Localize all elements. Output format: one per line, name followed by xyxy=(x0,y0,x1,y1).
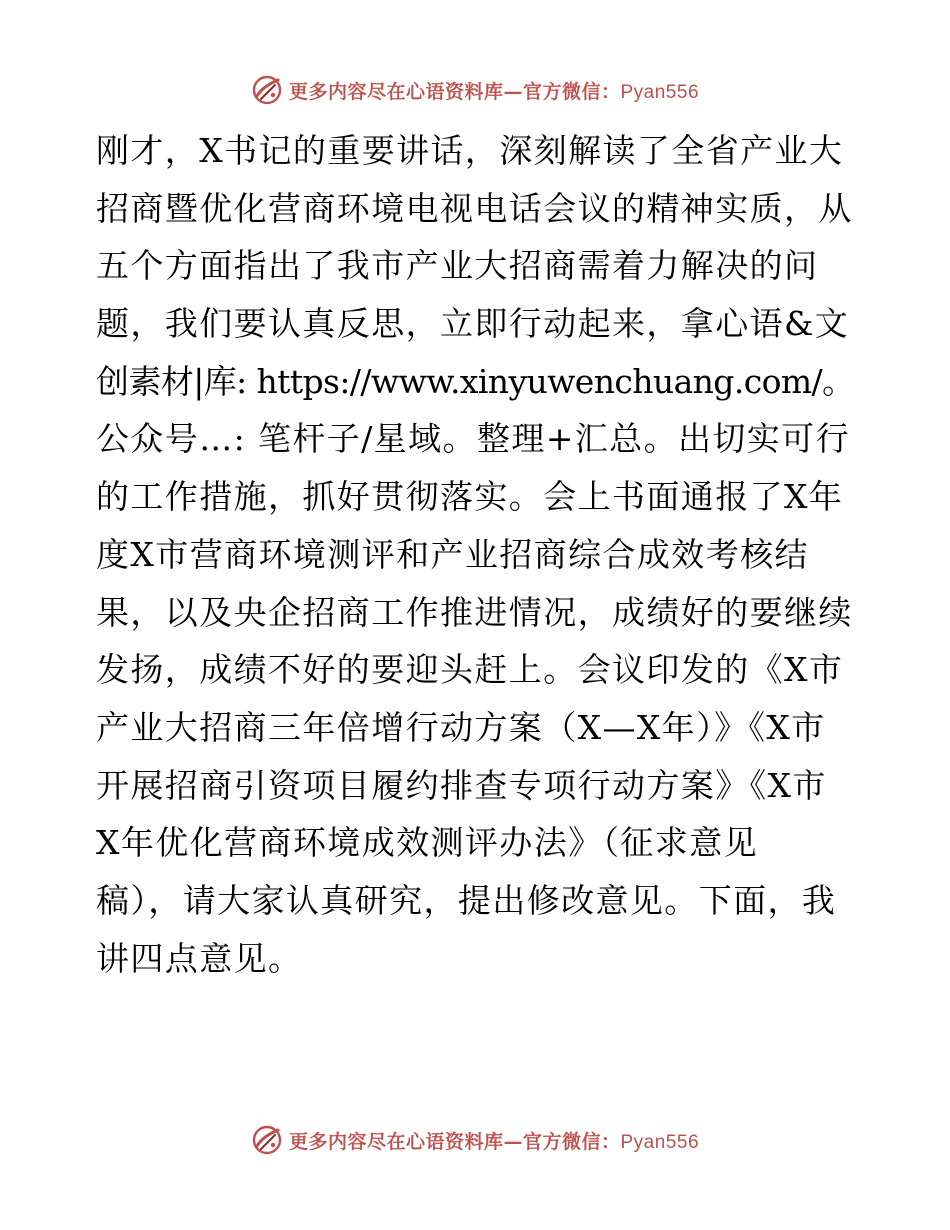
footer-banner-text xyxy=(289,1127,699,1154)
brush-seal-logo-icon xyxy=(251,74,283,106)
header-banner xyxy=(0,72,950,108)
body-line: 发扬，成绩不好的要迎头赶上。会议印发的《X市 xyxy=(96,650,844,690)
document-body xyxy=(96,122,856,987)
body-line: 讲四点意见。 xyxy=(96,938,303,978)
footer-banner xyxy=(0,1122,950,1158)
body-line: 题，我们要认真反思，立即行动起来，拿心语&文 xyxy=(96,304,850,344)
body-line: 果，以及央企招商工作推进情况，成绩好的要继续 xyxy=(96,592,853,632)
body-line: 的工作措施，抓好贯彻落实。会上书面通报了X年 xyxy=(96,477,844,517)
header-brand-text: 更多内容尽在心语资料库—官方微信： xyxy=(288,80,621,103)
body-line: 稿），请大家认真研究，提出修改意见。下面，我 xyxy=(96,880,837,920)
footer-brand-text: 更多内容尽在心语资料库—官方微信： xyxy=(288,1130,621,1153)
body-line: 创素材|库: https://www.xinyuwenchuang.com/。 xyxy=(96,361,855,401)
body-line: 招商暨优化营商环境电视电话会议的精神实质，从 xyxy=(96,188,853,228)
body-line: 度X市营商环境测评和产业招商综合成效考核结 xyxy=(96,534,809,574)
body-line: 公众号…: 笔杆子/星域。整理+汇总。出切实可行 xyxy=(96,419,850,459)
body-line: 产业大招商三年倍增行动方案（X—X年）》《X市 xyxy=(96,707,826,747)
body-line: 五个方面指出了我市产业大招商需着力解决的问 xyxy=(96,246,819,286)
body-line: X年优化营商环境成效测评办法》（征求意见 xyxy=(96,823,758,863)
header-wechat-account: Pyan556 xyxy=(620,81,700,103)
footer-wechat-account: Pyan556 xyxy=(620,1131,700,1153)
header-banner-text xyxy=(289,77,699,104)
body-line: 刚才，X书记的重要讲话，深刻解读了全省产业大 xyxy=(96,131,844,170)
body-line: 开展招商引资项目履约排查专项行动方案》《X市 xyxy=(96,765,827,805)
brush-seal-logo-icon xyxy=(251,1124,283,1156)
